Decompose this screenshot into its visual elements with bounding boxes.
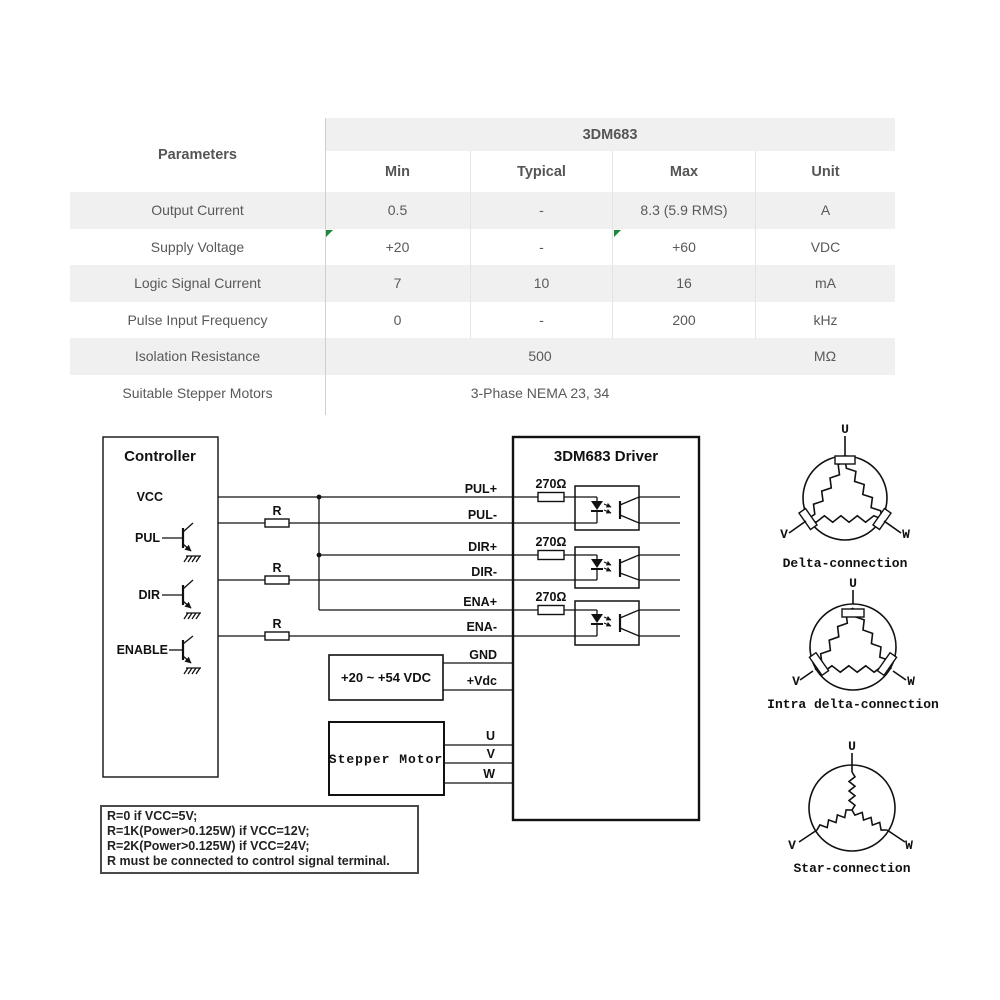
col-header-typical: Typical (470, 151, 612, 192)
note-line: R=1K(Power>0.125W) if VCC=12V; (107, 824, 310, 838)
row-label: Supply Voltage (150, 238, 245, 255)
resistor-270-label: 270Ω (535, 535, 567, 549)
pul-label: PUL (135, 531, 160, 545)
terminal-v-label: V (792, 674, 800, 689)
cell-typical: - (470, 302, 612, 339)
note-line: R must be connected to control signal terminal. (107, 854, 390, 868)
cell-unit: mA (755, 265, 895, 302)
cell-unit: A (755, 192, 895, 229)
row-label: Suitable Stepper Motors (122, 384, 273, 401)
col-header-max: Max (612, 151, 755, 192)
cell-typical: 10 (470, 265, 612, 302)
signal-wires (165, 494, 597, 783)
row-label: Logic Signal Current (70, 265, 325, 302)
spec-table (70, 118, 895, 411)
cell-typical: - (470, 229, 612, 266)
intra-delta-connection-diagram (767, 576, 939, 712)
cell-max: 8.3 (5.9 RMS) (612, 192, 755, 229)
pin-ena-minus: ENA- (466, 620, 497, 634)
pin-ena-plus: ENA+ (463, 595, 497, 609)
cell-unit: VDC (755, 229, 895, 266)
stepper-motor-box (329, 722, 444, 795)
pin-u: U (485, 729, 495, 743)
resistor-note (100, 805, 419, 874)
pin-gnd: GND (469, 648, 497, 662)
input-resistors (536, 477, 567, 615)
table-column-divider (325, 118, 326, 415)
cell-unit: MΩ (755, 338, 895, 375)
cell-min: 0 (393, 311, 402, 328)
pin-v: V (486, 747, 495, 761)
series-resistors (265, 504, 289, 640)
cell-unit (755, 375, 895, 412)
star-connection-label: Star-connection (793, 861, 911, 876)
pin-dir-plus: DIR+ (468, 540, 497, 554)
power-supply-label: +20 ~ +54 VDC (341, 670, 431, 685)
terminal-u-label: U (848, 739, 856, 754)
wiring-diagram (0, 420, 1000, 1000)
terminal-v-label: V (780, 527, 788, 542)
terminal-v-label: V (788, 838, 796, 853)
cell-min: +20 (325, 229, 470, 266)
terminal-w-label: W (902, 527, 910, 542)
cell-max: +60 (612, 229, 755, 266)
cell-unit: kHz (755, 302, 895, 339)
controller-box (103, 437, 218, 777)
note-line: R=0 if VCC=5V; (107, 809, 198, 823)
stepper-motor-label: Stepper Motor (328, 752, 444, 767)
delta-connection-diagram (780, 422, 910, 571)
note-line: R=2K(Power>0.125W) if VCC=24V; (107, 839, 310, 853)
row-label: Output Current (70, 192, 325, 229)
ena-optocoupler (575, 601, 680, 645)
resistor-label: R (272, 561, 282, 575)
star-connection-diagram (788, 739, 913, 876)
excel-flag-icon (326, 230, 333, 237)
cell-merged-value: 500 (325, 338, 755, 375)
terminal-u-label: U (849, 576, 857, 591)
excel-flag-icon (614, 230, 621, 237)
col-header-unit: Unit (755, 151, 895, 192)
cell-min: 0.5 (325, 192, 470, 229)
model-header: 3DM683 (325, 118, 895, 151)
terminal-w-label: W (907, 674, 915, 689)
cell-typical: - (470, 192, 612, 229)
cell-max: 200 (612, 302, 755, 339)
row-label: Pulse Input Frequency (127, 311, 268, 328)
delta-connection-label: Delta-connection (782, 556, 908, 571)
pin-dir-minus: DIR- (471, 565, 497, 579)
parameters-header: Parameters (158, 147, 237, 163)
terminal-u-label: U (841, 422, 849, 437)
cell-max: 16 (612, 265, 755, 302)
row-label: Isolation Resistance (70, 338, 325, 375)
enable-label: ENABLE (116, 643, 168, 657)
controller-title: Controller (124, 448, 196, 465)
dir-optocoupler (575, 547, 680, 588)
intra-delta-connection-label: Intra delta-connection (767, 697, 939, 712)
resistor-label: R (272, 617, 282, 631)
terminal-w-label: W (905, 838, 913, 853)
power-supply-box (329, 655, 443, 700)
vcc-label: VCC (136, 490, 163, 504)
resistor-label: R (272, 504, 282, 518)
pin-w: W (483, 767, 495, 781)
resistor-270-label: 270Ω (535, 477, 567, 491)
driver-title: 3DM683 Driver (553, 448, 659, 465)
pin-vdc: +Vdc (466, 674, 497, 688)
col-header-min: Min (385, 163, 410, 180)
cell-min: 7 (325, 265, 470, 302)
driver-pin-labels (463, 482, 497, 781)
pin-pul-plus: PUL+ (464, 482, 497, 496)
pin-pul-minus: PUL- (467, 508, 497, 522)
dir-label: DIR (138, 588, 160, 602)
cell-merged-value: 3-Phase NEMA 23, 34 (470, 384, 610, 401)
resistor-270-label: 270Ω (535, 590, 567, 604)
